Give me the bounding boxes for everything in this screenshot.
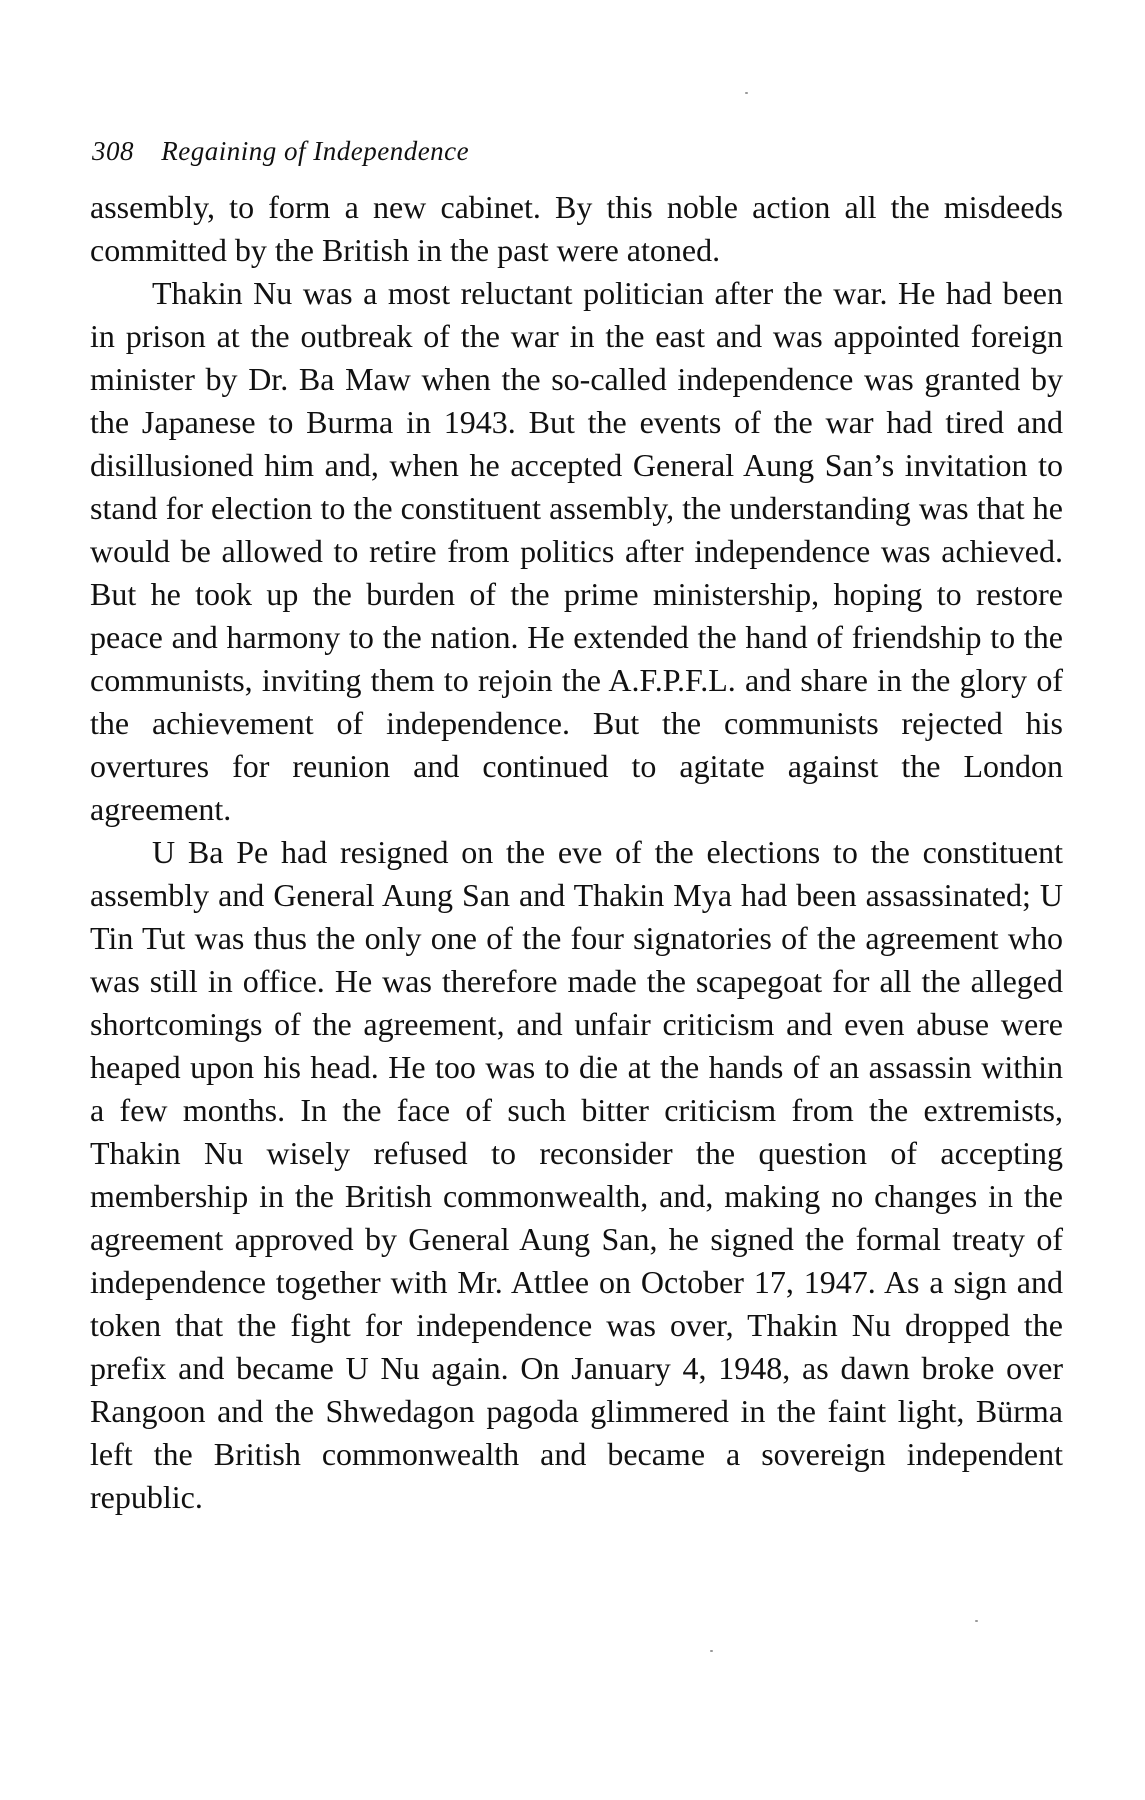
scan-speck <box>975 1620 978 1622</box>
page-number: 308 <box>92 136 134 166</box>
body-text <box>90 186 1063 1519</box>
paragraph-thakin-nu: Thakin Nu was a most reluctant politician after the war. He had been in prison at the outbreak of the war in the east and was appointed foreign minister by Dr. Ba Maw when the so-called independence was granted by the Japanese to Burma in 1943. But the events of the war had tired and disillusioned him and, when he accepted General Aung San’s invitation to stand for election to the constituent assembly, the understanding was that he would be allowed to retire from politics after independence was achieved. But he took up the burden of the prime ministership, hoping to restore peace and harmony to the nation. He extended the hand of friendship to the communists, inviting them to rejoin the A.F.P.F.L. and share in the glory of the achievement of independence. But the communists rejected his overtures for reunion and continued to agitate against the London agreement. <box>90 275 1063 827</box>
paragraph-continuation: assembly, to form a new cabinet. By this noble action all the misdeeds committed by the British in the past were atoned. <box>90 189 1063 268</box>
scan-speck <box>710 1650 713 1652</box>
scan-speck <box>745 92 748 94</box>
running-title: Regaining of Independence <box>161 136 470 166</box>
running-head <box>92 136 469 167</box>
paragraph-u-ba-pe: U Ba Pe had resigned on the eve of the elections to the constituent assembly and General Aung San and Thakin Mya had been assassinated; U Tin Tut was thus the only one of the four signatories of the agreement who was still in office. He was therefore made the scapegoat for all the alleged shortcomings of the agreement, and unfair criticism and even abuse were heaped upon his head. He too was to die at the hands of an assassin within a few months. In the face of such bitter criticism from the extremists, Thakin Nu wisely refused to reconsider the question of accepting membership in the British commonwealth, and, making no changes in the agreement approved by General Aung San, he signed the formal treaty of independence together with Mr. Attlee on October 17, 1947. As a sign and token that the fight for independence was over, Thakin Nu dropped the prefix and became U Nu again. On January 4, 1948, as dawn broke over Rangoon and the Shwedagon pagoda glimmered in the faint light, Bürma left the British commonwealth and became a sovereign independent republic. <box>90 834 1063 1515</box>
